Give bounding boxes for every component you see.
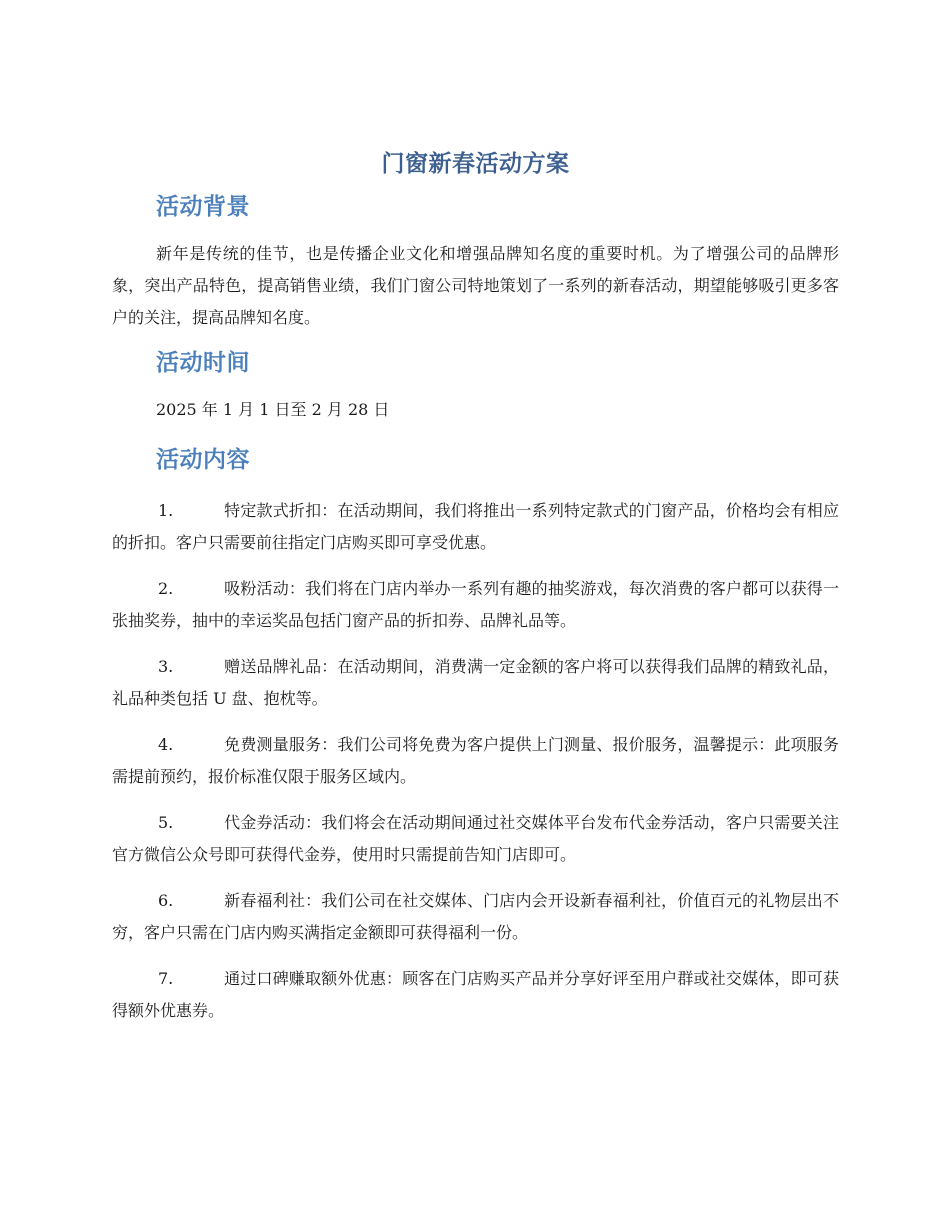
list-item-number: 5. [158, 813, 174, 832]
section-heading-time: 活动时间 [156, 350, 250, 376]
list-item-number: 4. [158, 735, 174, 754]
section-heading-background: 活动背景 [156, 194, 250, 220]
list-item-text: 吸粉活动：我们将在门店内举办一系列有趣的抽奖游戏，每次消费的客户都可以获得一张抽奖券，抽中的幸运奖品包括门窗产品的折扣券、品牌礼品等。 [112, 579, 839, 630]
time-text: 2025 年 1 月 1 日至 2 月 28 日 [156, 400, 390, 419]
list-item-number: 3. [158, 657, 174, 676]
list-item-text: 新春福利社：我们公司在社交媒体、门店内会开设新春福利社，价值百元的礼物层出不穷，客户只需在门店内购买满指定金额即可获得福利一份。 [112, 891, 839, 942]
list-item-number: 2. [158, 579, 174, 598]
list-item [112, 807, 839, 871]
list-item [112, 651, 839, 715]
list-item-text: 通过口碑赚取额外优惠：顾客在门店购买产品并分享好评至用户群或社交媒体，即可获得额外优惠券。 [112, 969, 839, 1020]
section-heading-content: 活动内容 [156, 447, 250, 473]
background-paragraph: 新年是传统的佳节，也是传播企业文化和增强品牌知名度的重要时机。为了增强公司的品牌形象，突出产品特色，提高销售业绩，我们门窗公司特地策划了一系列的新春活动，期望能够吸引更多客户的关注，提高品牌知名度。 [112, 244, 839, 327]
list-item-number: 1. [158, 501, 174, 520]
list-item [112, 729, 839, 793]
list-item [112, 963, 839, 1027]
document-body [112, 146, 839, 1027]
list-item [112, 495, 839, 559]
list-item-number: 6. [158, 891, 174, 910]
list-item [112, 885, 839, 949]
list-item-text: 代金券活动：我们将会在活动期间通过社交媒体平台发布代金券活动，客户只需要关注官方微信公众号即可获得代金券，使用时只需提前告知门店即可。 [112, 813, 839, 864]
content-list [112, 495, 839, 1027]
list-item [112, 573, 839, 637]
list-item-text: 免费测量服务：我们公司将免费为客户提供上门测量、报价服务，温馨提示：此项服务需提前预约，报价标准仅限于服务区域内。 [112, 735, 839, 786]
document-title: 门窗新春活动方案 [381, 151, 570, 177]
list-item-number: 7. [158, 969, 174, 988]
list-item-text: 赠送品牌礼品：在活动期间，消费满一定金额的客户将可以获得我们品牌的精致礼品，礼品种类包括 U 盘、抱枕等。 [112, 657, 839, 708]
list-item-text: 特定款式折扣：在活动期间，我们将推出一系列特定款式的门窗产品，价格均会有相应的折扣。客户只需要前往指定门店购买即可享受优惠。 [112, 501, 839, 552]
